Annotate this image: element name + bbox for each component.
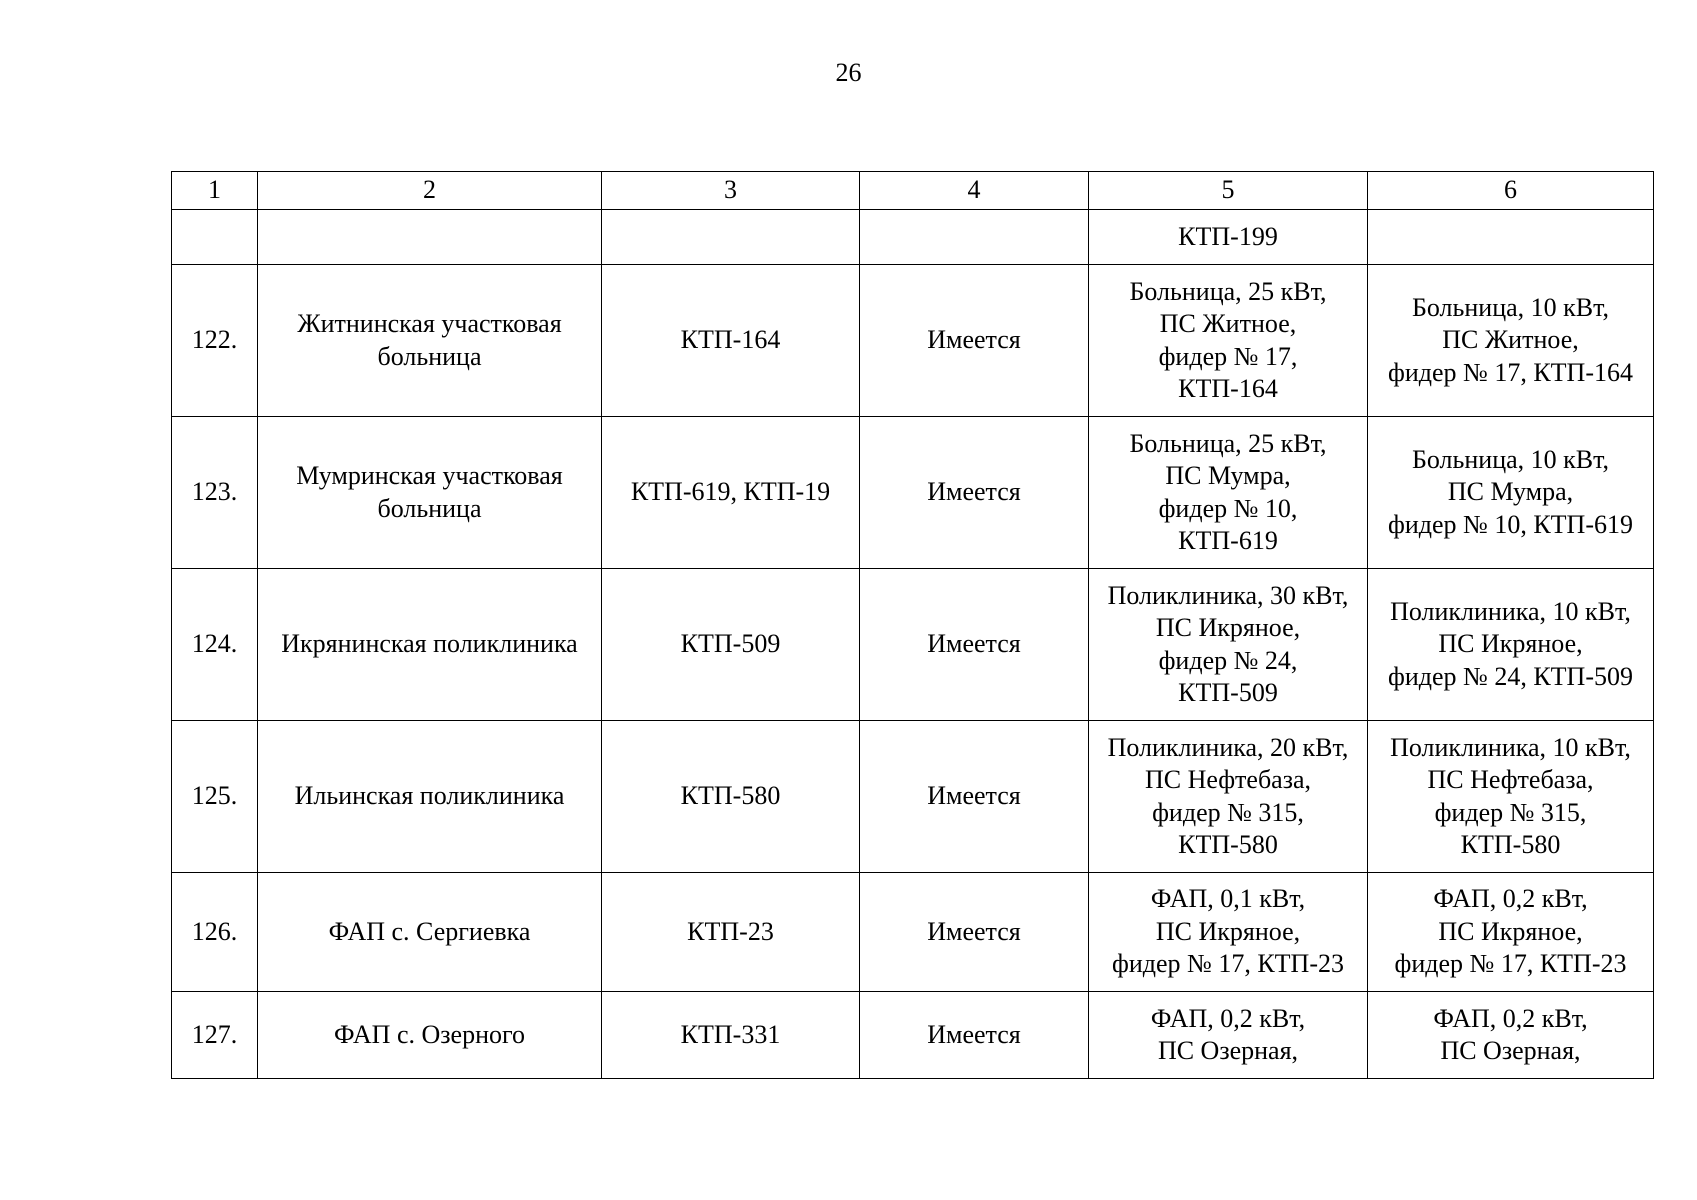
cell-line: ПС Мумра, [1447,477,1574,507]
cell-line: ПС Озерная, [1440,1036,1581,1065]
cell-line: ПС Икряное, [1438,916,1583,946]
cell-line: КТП-619 [1178,526,1278,555]
availability-cell: Имеется [860,265,1089,417]
backup-spec-cell [1368,992,1654,1079]
cell-line: фидер № 24, [1158,645,1298,675]
row-number: 127. [172,992,258,1079]
table-row [172,873,1654,992]
cell-line: ФАП с. Озерного [333,1019,525,1049]
cell-line: ПС Житное, [1159,309,1297,338]
substation-cell: КТП-509 [602,569,860,721]
availability-cell: Имеется [860,873,1089,992]
facility-name [258,721,602,873]
row-number: 122. [172,265,258,417]
header-cell-1: 1 [172,172,258,210]
cell-line: КТП-580 [1460,830,1561,859]
data-table [171,171,1654,1079]
cell-line: Поликлиника, 30 кВт, [1107,580,1349,610]
table-row [172,417,1654,569]
cell-line: ПС Нефтебаза, [1144,765,1312,794]
availability-cell [860,210,1089,265]
cell-line: Больница, 25 кВт, [1129,276,1327,306]
cell-line: ПС Озерная, [1157,1036,1299,1065]
power-spec-cell [1089,417,1368,569]
cell-line: Больница, 10 кВт, [1411,444,1610,474]
cell-line: фидер № 17, КТП-23 [1394,949,1627,979]
cell-line: ФАП, 0,1 кВт, [1150,884,1306,914]
cell-line: фидер № 17, КТП-164 [1388,357,1633,387]
backup-spec-cell [1368,265,1654,417]
table-row [172,992,1654,1079]
cell-line: Больница, 25 кВт, [1129,428,1327,458]
power-spec-cell [1089,992,1368,1079]
row-number: 125. [172,721,258,873]
header-cell-2: 2 [258,172,602,210]
facility-name [258,265,602,417]
cell-line: ФАП, 0,2 кВт, [1433,1003,1588,1033]
cell-line: Ильинская поликлиника [294,781,565,811]
cell-line: Поликлиника, 10 кВт, [1390,596,1631,626]
power-spec-cell [1089,265,1368,417]
header-cell-3: 3 [602,172,860,210]
cell-line: фидер № 17, КТП-23 [1112,949,1344,979]
cell-line: КТП-509 [1178,678,1278,707]
substation-cell: КТП-23 [602,873,860,992]
header-cell-6: 6 [1368,172,1654,210]
cell-line: КТП-580 [1178,830,1278,859]
header-row [172,172,1654,210]
cell-line: ПС Мумра, [1165,461,1291,490]
substation-cell [602,210,860,265]
backup-spec-cell [1368,873,1654,992]
facility-name [258,417,602,569]
backup-spec-cell [1368,721,1654,873]
cell-line: фидер № 17, [1158,341,1298,371]
power-spec-cell [1089,210,1368,265]
power-spec-cell [1089,873,1368,992]
row-number: 126. [172,873,258,992]
table-row [172,210,1654,265]
availability-cell: Имеется [860,721,1089,873]
power-spec-cell [1089,569,1368,721]
row-number: 124. [172,569,258,721]
availability-cell: Имеется [860,992,1089,1079]
power-spec-cell [1089,721,1368,873]
cell-line: ПС Нефтебаза, [1427,765,1594,794]
facility-name [258,210,602,265]
cell-line: Мумринская участковая [296,461,563,490]
facility-name [258,992,602,1079]
cell-line: фидер № 10, [1158,493,1298,523]
availability-cell: Имеется [860,569,1089,721]
cell-line: Поликлиника, 20 кВт, [1107,732,1349,762]
backup-spec-cell [1368,210,1654,265]
table-row [172,721,1654,873]
cell-line: фидер № 315, [1434,797,1587,827]
header-cell-5: 5 [1089,172,1368,210]
cell-line: КТП-199 [1178,221,1278,251]
cell-line: фидер № 315, [1152,797,1304,827]
cell-line: Икрянинская поликлиника [281,629,578,659]
cell-line: больница [377,341,482,371]
cell-line: ФАП, 0,2 кВт, [1150,1003,1306,1033]
table-row [172,265,1654,417]
cell-line: Поликлиника, 10 кВт, [1390,732,1631,762]
cell-line: ПС Житное, [1442,325,1579,355]
page-number: 26 [835,58,862,87]
backup-spec-cell [1368,417,1654,569]
cell-line: Житнинская участковая [297,309,562,338]
substation-cell: КТП-331 [602,992,860,1079]
cell-line: ПС Икряное, [1438,629,1583,659]
substation-cell: КТП-164 [602,265,860,417]
header-cell-4: 4 [860,172,1089,210]
cell-line: ПС Икряное, [1155,916,1301,946]
cell-line: ФАП с. Сергиевка [328,916,531,946]
facility-name [258,873,602,992]
substation-cell: КТП-619, КТП-19 [602,417,860,569]
row-number [172,210,258,265]
facility-name [258,569,602,721]
availability-cell: Имеется [860,417,1089,569]
cell-line: фидер № 24, КТП-509 [1388,661,1633,691]
cell-line: фидер № 10, КТП-619 [1388,509,1633,539]
cell-line: ПС Икряное, [1155,613,1301,642]
substation-cell: КТП-580 [602,721,860,873]
cell-line: КТП-164 [1178,374,1278,403]
cell-line: больница [377,493,482,523]
cell-line: Больница, 10 кВт, [1411,292,1610,322]
cell-line: ФАП, 0,2 кВт, [1433,884,1588,914]
table-row [172,569,1654,721]
backup-spec-cell [1368,569,1654,721]
row-number: 123. [172,417,258,569]
